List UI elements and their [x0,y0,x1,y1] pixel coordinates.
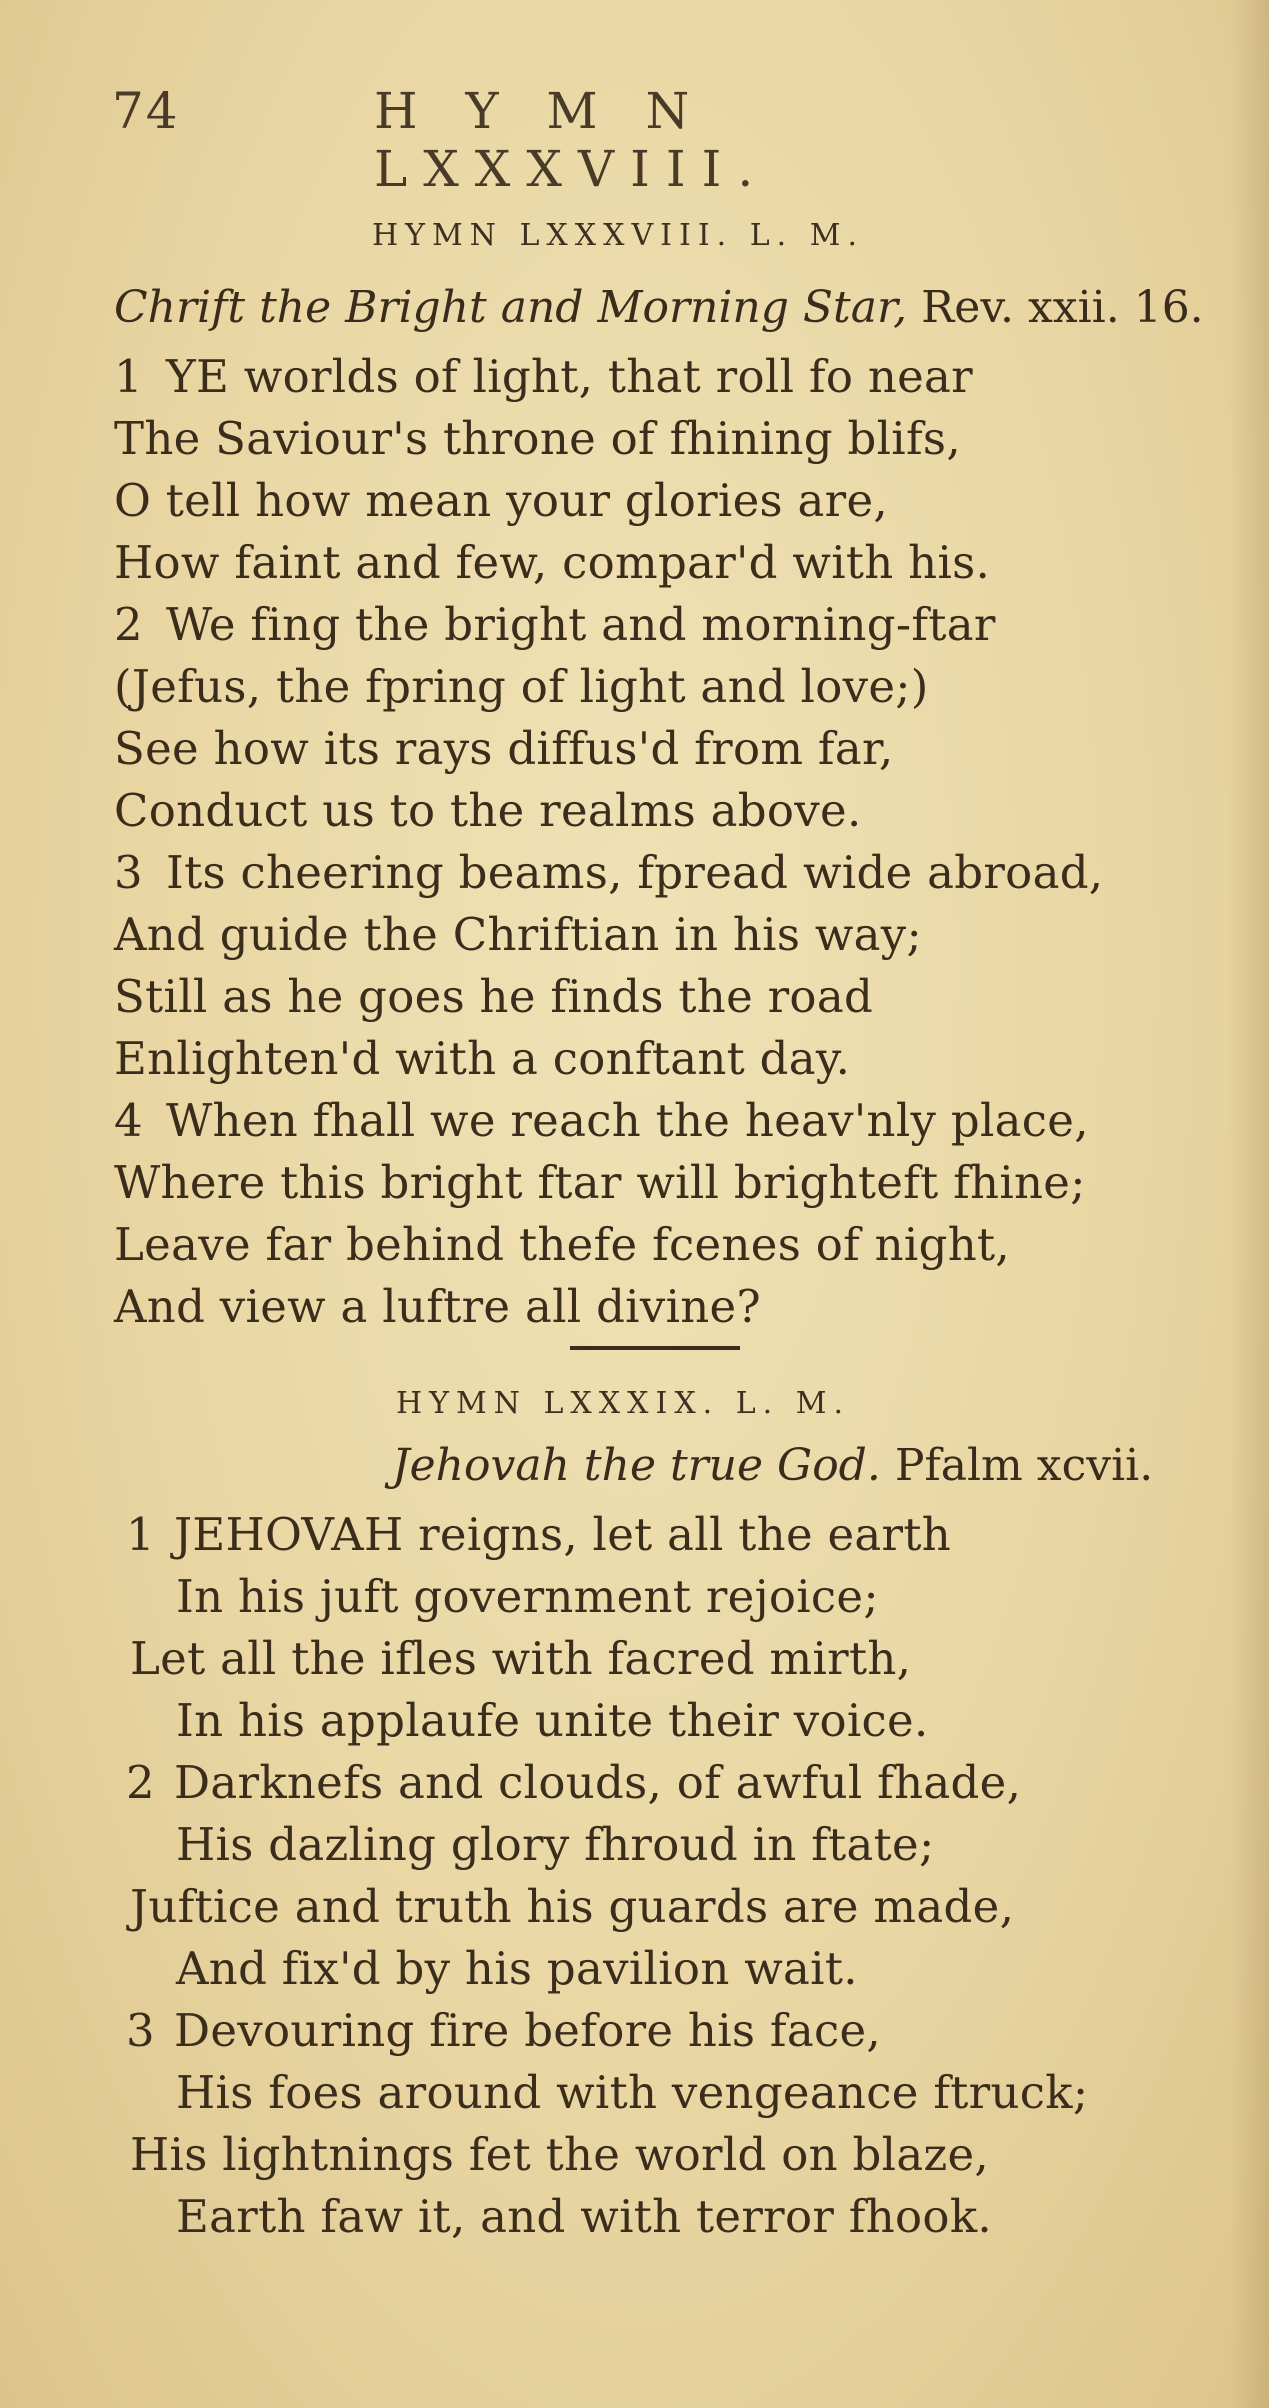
verse-number: 4 [114,1094,143,1147]
hymn-subtitle-text: Jehovah the true God. [392,1440,881,1491]
verse-line: Still as he goes he finds the road [114,970,874,1023]
verse-number: 1 [114,350,143,403]
verse-number: 1 [126,1508,155,1561]
hymn-subtitle [114,282,1204,333]
verse-line: And guide the Chriftian in his way; [114,908,922,961]
verse-line: Juftice and truth his guards are made, [130,1880,1015,1933]
verse-number: 3 [126,2004,155,2057]
verse-line: How faint and few, compar'd with his. [114,536,991,589]
verse-line: YE worlds of light, that roll fo near [166,350,973,403]
hymn-subtitle [392,1440,1153,1491]
page-number: 74 [112,82,180,140]
verse-line: His dazling glory fhroud in ftate; [176,1818,935,1871]
verse-line: His lightnings fet the world on blaze, [130,2128,989,2181]
hymn-heading: HYMN LXXXIX. L. M. [396,1386,850,1421]
verse-line: In his juft government rejoice; [176,1570,879,1623]
verse-line: Earth faw it, and with terror fhook. [176,2190,992,2243]
hymn-scripture-ref: Pfalm xcvii. [894,1440,1154,1491]
running-title: H Y M N LXXXVIII. [374,82,770,198]
verse-line: JEHOVAH reigns, let all the earth [174,1508,952,1561]
hymn-heading: HYMN LXXXVIII. L. M. [372,218,865,253]
verse-line: Where this bright ftar will brighteft fhine; [114,1156,1086,1209]
verse-line: O tell how mean your glories are, [114,474,889,527]
verse-line: Darknefs and clouds, of awful fhade, [174,1756,1022,1809]
verse-line: (Jefus, the fpring of light and love;) [114,660,929,713]
verse-line: And view a luftre all divine? [114,1280,761,1333]
verse-line: Conduct us to the realms above. [114,784,862,837]
verse-line: Devouring fire before his face, [174,2004,882,2057]
hymn-scripture-ref: Rev. xxii. 16. [921,282,1204,333]
verse-line: Leave far behind thefe fcenes of night, [114,1218,1010,1271]
verse-number: 3 [114,846,143,899]
verse-line: And fix'd by his pavilion wait. [176,1942,858,1995]
verse-line: In his applaufe unite their voice. [176,1694,929,1747]
page-edge-shadow [1229,0,1269,2408]
verse-line: We fing the bright and morning-ftar [166,598,996,651]
verse-line: The Saviour's throne of fhining blifs, [114,412,961,465]
verse-line: His foes around with vengeance ftruck; [176,2066,1089,2119]
verse-line: Enlighten'd with a conftant day. [114,1032,851,1085]
verse-number: 2 [114,598,143,651]
verse-line: When fhall we reach the heav'nly place, [166,1094,1089,1147]
section-divider-rule [570,1346,740,1350]
running-head [112,82,1112,198]
hymn-subtitle-text: Chrift the Bright and Morning Star, [114,282,908,333]
verse-line: Let all the ifles with facred mirth, [130,1632,912,1685]
verse-line: See how its rays diffus'd from far, [114,722,894,775]
verse-number: 2 [126,1756,155,1809]
verse-line: Its cheering beams, fpread wide abroad, [166,846,1104,899]
